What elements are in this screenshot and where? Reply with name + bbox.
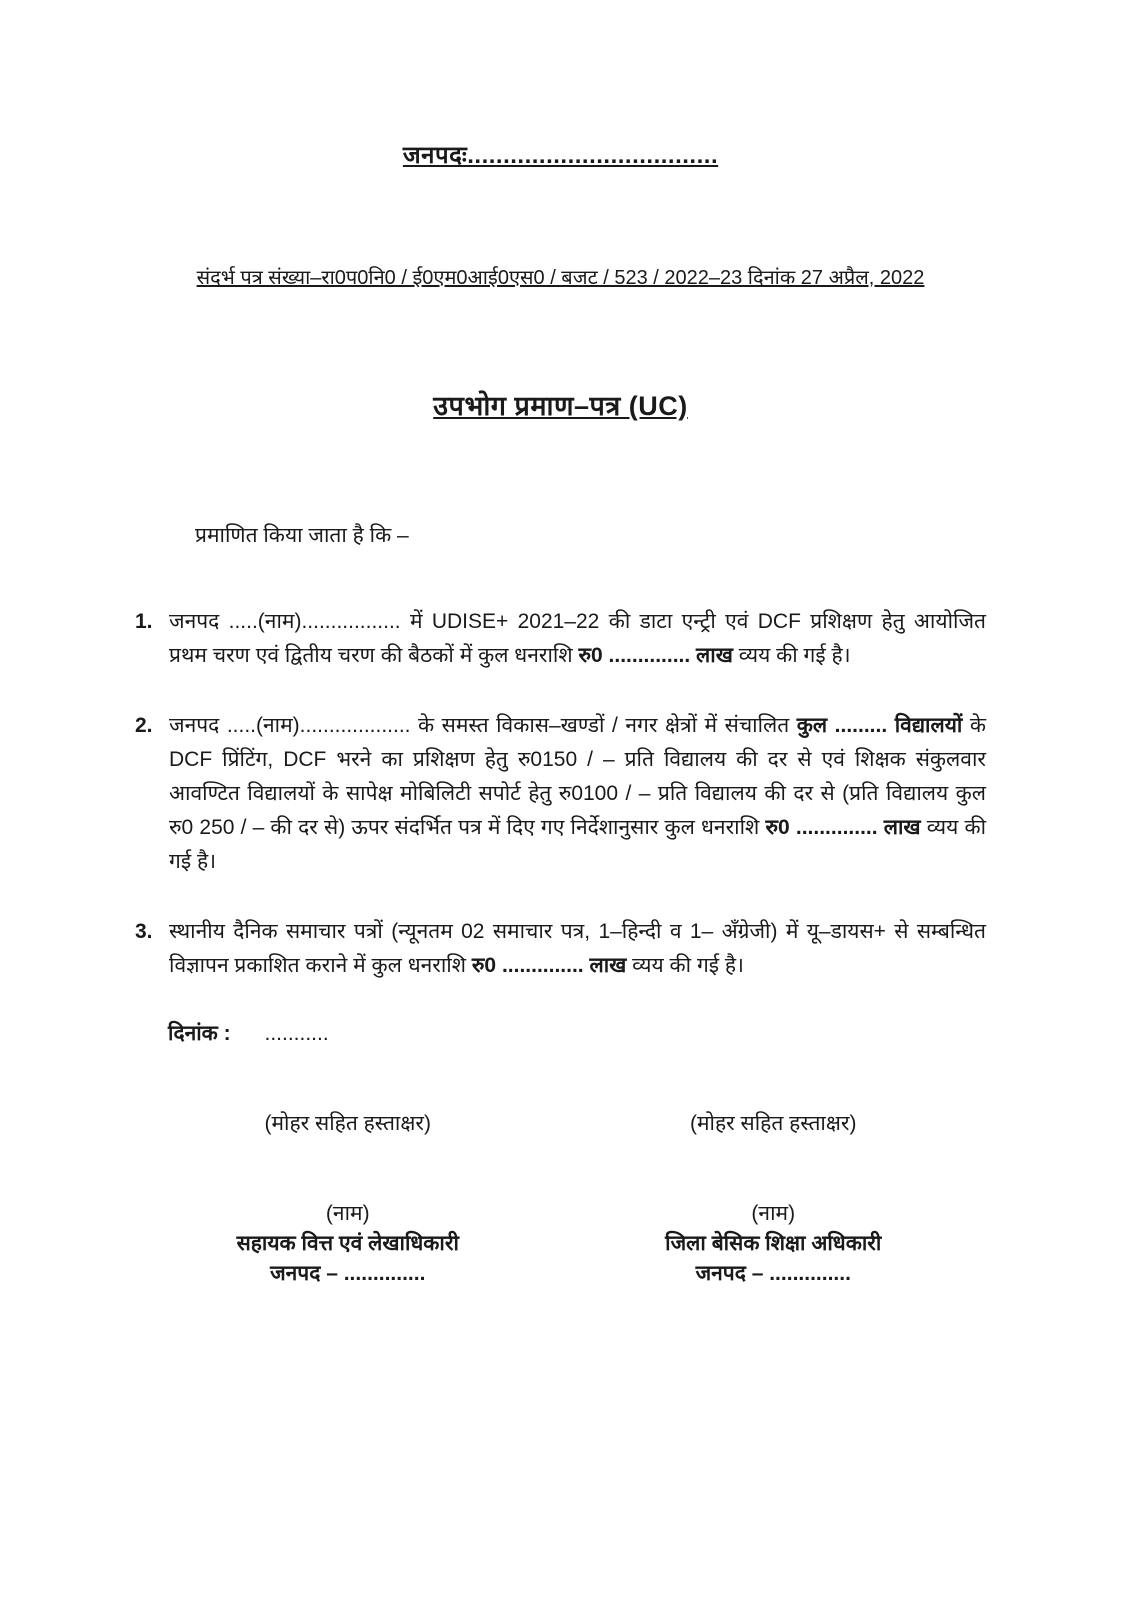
left-seal-line: (मोहर सहित हस्ताक्षर)	[264, 1112, 432, 1135]
item-number: 3.	[135, 920, 153, 943]
document-title: उपभोग प्रमाण–पत्र (UC)	[433, 391, 688, 421]
signature-block-row	[135, 1199, 986, 1289]
item-number: 2.	[135, 714, 153, 737]
seal-signature-row	[135, 1109, 986, 1137]
signatory-designation: सहायक वित्त एवं लेखाधिकारी	[236, 1232, 459, 1255]
district-header-line: जनपदः...................................	[402, 142, 719, 169]
certification-intro-line: प्रमाणित किया जाता है कि –	[195, 524, 409, 547]
signature-block-left	[135, 1199, 561, 1289]
date-blank: ...........	[264, 1022, 329, 1045]
date-line	[135, 1019, 986, 1047]
reference-letter-line: संदर्भ पत्र संख्या–रा0प0नि0 / ई0एम0आई0एस0 / बजट / 523 / 2022–23 दिनांक 27 अप्रैल, 2022	[196, 267, 925, 289]
item-text: जनपद .....(नाम)................... के समस्त विकास–खण्डों / नगर क्षेत्रों में संचालित कुल ......... विद्यालयों के DCF प्रिंटिंग, DCF भरने का प्रशिक्षण हेतु रु0150 / – प्रति विद्यालय की दर से एवं शिक्षक संकुलवार आवण्टित विद्यालयों के सापेक्ष मोबिलिटी सपोर्ट हेतु रु0100 / – प्रति विद्यालय की दर से (प्रति विद्यालय कुल रु0 250 / – की दर से) ऊपर संदर्भित पत्र में दिए गए निर्देशानुसार कुल धनराशि रु0 .............. लाख व्यय की गई है।	[169, 714, 987, 873]
signatory-designation: जिला बेसिक शिक्षा अधिकारी	[665, 1232, 882, 1255]
item-text: स्थानीय दैनिक समाचार पत्रों (न्यूनतम 02 समाचार पत्र, 1–हिन्दी व 1– अँग्रेजी) में यू–डायस+ से सम्बन्धित विज्ञापन प्रकाशित कराने में कुल धनराशि रु0 .............. लाख व्यय की गई है।	[169, 920, 986, 977]
signature-block-right	[561, 1199, 987, 1289]
signatory-district: जनपद – ..............	[270, 1262, 426, 1285]
right-seal-line: (मोहर सहित हस्ताक्षर)	[689, 1112, 857, 1135]
list-item	[135, 709, 986, 879]
item-number: 1.	[135, 610, 153, 633]
signatory-name-placeholder: (नाम)	[325, 1202, 370, 1225]
date-label: दिनांक :	[168, 1022, 231, 1045]
item-text: जनपद .....(नाम)................. में UDISE+ 2021–22 की डाटा एन्ट्री एवं DCF प्रशिक्षण हेतु आयोजित प्रथम चरण एवं द्वितीय चरण की बैठकों में कुल धनराशि रु0 .............. लाख व्यय की गई है।	[169, 610, 986, 667]
list-item	[135, 915, 986, 983]
signatory-name-placeholder: (नाम)	[751, 1202, 796, 1225]
list-item	[135, 605, 986, 673]
signatory-district: जनपद – ..............	[695, 1262, 851, 1285]
